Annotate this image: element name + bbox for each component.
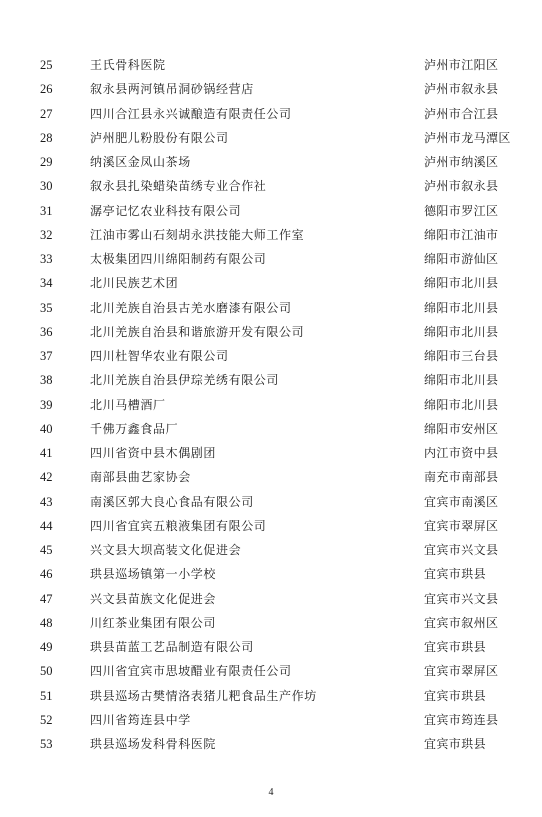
organization-name: 泸州肥儿粉股份有限公司 <box>90 130 229 145</box>
table-row <box>0 708 542 732</box>
region-name: 泸州市江阳区 <box>424 58 499 72</box>
region-name: 宜宾市南溪区 <box>424 494 499 509</box>
organization-name: 纳溪区金凤山茶场 <box>90 155 191 169</box>
region-name: 南充市南部县 <box>424 470 499 485</box>
table-row <box>0 635 542 659</box>
region-name: 绵阳市江油市 <box>424 227 499 242</box>
table-row <box>0 684 542 708</box>
region-name: 泸州市叙永县 <box>424 82 499 97</box>
table-row <box>0 490 542 514</box>
region-name: 宜宾市珙县 <box>424 737 487 751</box>
organization-name: 太极集团四川绵阳制药有限公司 <box>90 252 267 266</box>
row-number: 28 <box>40 130 53 145</box>
row-number: 39 <box>40 397 53 412</box>
row-number: 48 <box>40 615 53 630</box>
row-number: 43 <box>40 494 53 509</box>
row-number: 47 <box>40 591 53 606</box>
row-number: 34 <box>40 276 53 291</box>
table-row <box>0 296 542 320</box>
organization-name: 四川杜智华农业有限公司 <box>90 349 229 363</box>
region-name: 德阳市罗江区 <box>424 203 499 218</box>
table-row <box>0 368 542 392</box>
row-number: 37 <box>40 349 53 363</box>
organization-name: 叙永县扎染蜡染苗绣专业合作社 <box>90 179 267 194</box>
table-row <box>0 659 542 683</box>
row-number: 29 <box>40 155 53 169</box>
organization-name: 南溪区郭大良心食品有限公司 <box>90 494 254 509</box>
region-name: 宜宾市翠屏区 <box>424 664 499 679</box>
organization-name: 珙县苗蓝工艺品制造有限公司 <box>90 640 254 654</box>
region-name: 绵阳市北川县 <box>424 373 499 388</box>
organization-name: 四川省资中县木偶剧团 <box>90 446 217 460</box>
table-row <box>0 102 542 126</box>
table-row <box>0 53 542 77</box>
table-row <box>0 271 542 295</box>
region-name: 泸州市龙马潭区 <box>424 130 511 145</box>
table-row <box>0 126 542 150</box>
organization-name: 四川合江县永兴诚酿造有限责任公司 <box>90 106 292 121</box>
table-row <box>0 199 542 223</box>
row-number: 50 <box>40 664 53 679</box>
row-number: 31 <box>40 203 53 218</box>
row-number: 51 <box>40 688 53 703</box>
region-name: 宜宾市兴文县 <box>424 543 499 557</box>
region-name: 宜宾市筠连县 <box>424 712 499 727</box>
row-number: 53 <box>40 737 53 751</box>
organization-name: 王氏骨科医院 <box>90 58 166 72</box>
organization-name: 南部县曲艺家协会 <box>90 470 191 485</box>
table-row <box>0 441 542 465</box>
table-row <box>0 150 542 174</box>
table-row <box>0 465 542 489</box>
region-name: 宜宾市珙县 <box>424 640 487 654</box>
row-number: 41 <box>40 446 53 460</box>
organization-name: 潺亭记忆农业科技有限公司 <box>90 203 242 218</box>
organization-name: 珙县巡场古樊情洛表猪儿粑食品生产作坊 <box>90 688 317 703</box>
row-number: 30 <box>40 179 53 194</box>
region-name: 宜宾市兴文县 <box>424 591 499 606</box>
region-name: 宜宾市珙县 <box>424 567 487 582</box>
table-row <box>0 562 542 586</box>
table-row <box>0 393 542 417</box>
table-row <box>0 732 542 756</box>
region-name: 绵阳市游仙区 <box>424 252 499 266</box>
organization-name: 川红茶业集团有限公司 <box>90 615 217 630</box>
table-row <box>0 417 542 441</box>
table-row <box>0 223 542 247</box>
table-row <box>0 587 542 611</box>
region-name: 绵阳市安州区 <box>424 421 499 436</box>
table-row <box>0 320 542 344</box>
table-row <box>0 247 542 271</box>
table-row <box>0 174 542 198</box>
organization-name: 北川羌族自治县和谐旅游开发有限公司 <box>90 324 305 339</box>
row-number: 25 <box>40 58 53 72</box>
organization-name: 珙县巡场镇第一小学校 <box>90 567 217 582</box>
region-name: 泸州市合江县 <box>424 106 499 121</box>
organization-name: 四川省筠连县中学 <box>90 712 191 727</box>
organization-name: 叙永县两河镇吊洞砂锅经营店 <box>90 82 254 97</box>
row-number: 44 <box>40 518 53 533</box>
organization-name: 北川民族艺术团 <box>90 276 179 291</box>
row-number: 27 <box>40 106 53 121</box>
region-name: 绵阳市北川县 <box>424 300 499 315</box>
row-number: 35 <box>40 300 53 315</box>
page-number: 4 <box>268 787 274 798</box>
row-number: 46 <box>40 567 53 582</box>
table-row <box>0 611 542 635</box>
region-name: 内江市资中县 <box>424 446 499 460</box>
organization-name: 四川省宜宾五粮液集团有限公司 <box>90 518 267 533</box>
row-number: 52 <box>40 712 53 727</box>
region-name: 绵阳市北川县 <box>424 324 499 339</box>
table-row <box>0 344 542 368</box>
organization-name: 千佛万鑫食品厂 <box>90 421 179 436</box>
table-row <box>0 77 542 101</box>
table-row <box>0 538 542 562</box>
row-number: 33 <box>40 252 53 266</box>
organization-name: 兴文县苗族文化促进会 <box>90 591 217 606</box>
table-row <box>0 514 542 538</box>
organization-name: 江油市雾山石刻胡永洪技能大师工作室 <box>90 227 305 242</box>
organization-name: 北川羌族自治县伊琮羌绣有限公司 <box>90 373 280 388</box>
region-name: 泸州市叙永县 <box>424 179 499 194</box>
region-name: 宜宾市翠屏区 <box>424 518 499 533</box>
row-number: 26 <box>40 82 53 97</box>
row-number: 45 <box>40 543 53 557</box>
region-name: 绵阳市北川县 <box>424 397 499 412</box>
row-number: 49 <box>40 640 53 654</box>
region-name: 绵阳市北川县 <box>424 276 499 291</box>
row-number: 40 <box>40 421 53 436</box>
organization-name: 珙县巡场发科骨科医院 <box>90 737 217 751</box>
directory-table <box>0 53 542 756</box>
region-name: 绵阳市三台县 <box>424 349 499 363</box>
region-name: 泸州市纳溪区 <box>424 155 499 169</box>
organization-name: 兴文县大坝高装文化促进会 <box>90 543 242 557</box>
row-number: 42 <box>40 470 53 485</box>
organization-name: 四川省宜宾市思坡醋业有限责任公司 <box>90 664 292 679</box>
row-number: 38 <box>40 373 53 388</box>
organization-name: 北川马槽酒厂 <box>90 397 166 412</box>
row-number: 36 <box>40 324 53 339</box>
region-name: 宜宾市珙县 <box>424 688 487 703</box>
region-name: 宜宾市叙州区 <box>424 615 499 630</box>
organization-name: 北川羌族自治县古羌水磨漆有限公司 <box>90 300 292 315</box>
row-number: 32 <box>40 227 53 242</box>
